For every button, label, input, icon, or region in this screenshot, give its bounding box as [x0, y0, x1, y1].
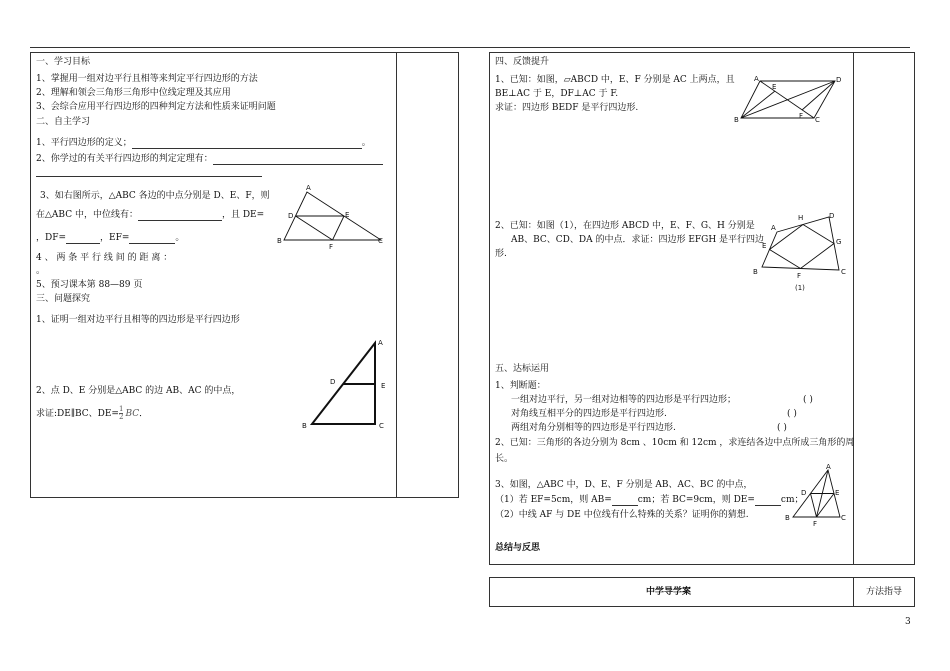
- practice-3-line-3: （2）中线 AF 与 DE 中位线有什么特殊的关系？证明你的猜想.: [495, 510, 749, 520]
- label-h: H: [798, 214, 804, 222]
- feedback-1-line-3: 求证：四边形 BEDF 是平行四边形.: [495, 103, 639, 113]
- practice-2-line-2: 长。: [495, 454, 514, 464]
- judge-answer-3[interactable]: ( ): [777, 423, 787, 433]
- figure-triangle-midpoints: [278, 184, 398, 259]
- q3-midline-blank[interactable]: [138, 211, 222, 221]
- q3-text-b: ，且 DE=: [221, 210, 265, 220]
- label-b: B: [734, 116, 739, 124]
- footer-box: [489, 577, 915, 607]
- problem-2-end: ．: [139, 409, 149, 419]
- figure-triangle-median: [785, 462, 870, 532]
- summary-heading: 总结与反思: [495, 543, 541, 553]
- footer-title: 中学导学案: [646, 587, 692, 597]
- q3-text-e: 。: [175, 233, 185, 243]
- practice-2-line-1: 2、已知：三角形的各边分别为 8cm 、10cm 和 12cm ，求连结各边中点所成三角形的周: [495, 438, 855, 448]
- label-b: B: [785, 514, 790, 522]
- segment-df: [296, 216, 333, 240]
- practice-3-line-1: 3、如图，△ABC 中，D、E、F 分别是 AB、AC、BC 的中点，: [495, 480, 753, 490]
- section-title-goals: 一、学习目标: [36, 57, 91, 67]
- question-4-continued: 。: [36, 266, 46, 276]
- label-d: D: [829, 212, 835, 220]
- label-a: A: [306, 184, 311, 192]
- label-f: F: [329, 243, 334, 251]
- label-c: C: [841, 268, 846, 276]
- question-2-text: 2、你学过的有关平行四边形的判定定理有：: [36, 154, 213, 164]
- practice-3-text-a: （1）若 EF=5cm，则 AB=: [495, 495, 612, 505]
- label-f: F: [813, 520, 818, 528]
- goal-3: 3、会综合应用平行四边形的四种判定方法和性质来证明问题: [36, 102, 276, 112]
- label-f: F: [797, 272, 802, 280]
- question-5: 5、预习课本第 88—89 页: [36, 280, 143, 290]
- segment-df: [811, 494, 817, 518]
- label-b: B: [277, 237, 282, 245]
- practice-3-line-2: [495, 495, 803, 506]
- problem-2-text: 求证:DE∥BC、DE=: [36, 409, 119, 419]
- section-title-practice: 五、达标运用: [495, 364, 550, 374]
- fraction-half: [119, 406, 123, 421]
- q2-answer-line-2[interactable]: [36, 176, 262, 177]
- question-3-line-2: [36, 210, 264, 221]
- segment-ef: [333, 216, 345, 240]
- section-title-feedback: 四、反馈提升: [495, 57, 550, 67]
- feedback-2-line-1: 2、已知：如图（1），在四边形 ABCD 中，E、F、G、H 分别是: [495, 221, 755, 231]
- section-title-explore: 三、问题探究: [36, 294, 91, 304]
- feedback-1-line-1: 1、已知：如图，▱ABCD 中，E、F 分别是 AC 上两点，且: [495, 75, 735, 85]
- label-d: D: [836, 76, 842, 84]
- top-rule: [30, 47, 910, 48]
- segment-be: [741, 91, 775, 118]
- label-e: E: [762, 242, 767, 250]
- de-blank[interactable]: [755, 496, 781, 506]
- question-1-text: 1、平行四边形的定义；: [36, 138, 132, 148]
- bc-italic: BC: [125, 409, 140, 419]
- q2-answer-blank[interactable]: [213, 155, 383, 165]
- label-f: F: [799, 112, 804, 120]
- label-b: B: [753, 268, 758, 276]
- q3-text-c: ，DF=: [36, 233, 67, 243]
- page-number: 3: [905, 617, 911, 627]
- figure-caption: (1): [795, 284, 805, 292]
- fraction-numerator: 1: [118, 405, 124, 413]
- footer-method: 方法指导: [866, 587, 903, 597]
- question-1: [36, 138, 371, 149]
- q1-answer-blank[interactable]: [132, 139, 362, 149]
- label-d: D: [288, 212, 294, 220]
- problem-2-line-2: [36, 406, 148, 421]
- q3-text-a: 在△ABC 中，中位线有：: [36, 210, 138, 220]
- footer-divider: [853, 577, 854, 607]
- label-c: C: [379, 422, 384, 430]
- question-3-line-1: 3、如右图所示，△ABC 各边的中点分别是 D、E、F，则: [40, 191, 270, 201]
- fraction-denominator: 2: [118, 413, 124, 421]
- judge-item-1: 一组对边平行，另一组对边相等的四边形是平行四边形；: [511, 395, 737, 405]
- label-g: G: [836, 238, 842, 246]
- feedback-2-line-2: AB、BC、CD、DA 的中点．求证：四边形 EFGH 是平行四边: [511, 235, 765, 245]
- label-c: C: [841, 514, 846, 522]
- label-e: E: [381, 382, 386, 390]
- figure-triangle-midline: [300, 338, 400, 433]
- question-3-line-3: [36, 233, 184, 244]
- label-e: E: [835, 489, 840, 497]
- label-c: C: [815, 116, 820, 124]
- judge-answer-2[interactable]: ( ): [787, 409, 797, 419]
- label-a: A: [754, 75, 759, 83]
- problem-1: 1、证明一组对边平行且相等的四边形是平行四边形: [36, 315, 240, 325]
- label-a: A: [378, 339, 383, 347]
- q3-text-d: ，EF=: [100, 233, 130, 243]
- feedback-2-line-3: 形.: [495, 249, 507, 259]
- q3-df-blank[interactable]: [66, 234, 100, 244]
- figure-quadrilateral-midpoints: [752, 208, 862, 298]
- label-d: D: [330, 378, 336, 386]
- practice-3-text-b: cm；若 BC=9cm，则 DE=: [637, 495, 755, 505]
- label-d: D: [801, 489, 807, 497]
- feedback-1-line-2: BE⊥AC 于 E，DF⊥AC 于 F.: [495, 89, 619, 99]
- goal-1: 1、掌握用一组对边平行且相等来判定平行四边形的方法: [36, 74, 258, 84]
- segment-df: [802, 81, 835, 110]
- segment-bd: [741, 81, 835, 118]
- label-a: A: [771, 224, 776, 232]
- problem-2-line-1: 2、点 D、E 分别是△ABC 的边 AB、AC 的中点，: [36, 386, 241, 396]
- goal-2: 2、理解和领会三角形三角形中位线定理及其应用: [36, 88, 231, 98]
- ab-blank[interactable]: [612, 496, 638, 506]
- judge-answer-1[interactable]: ( ): [803, 395, 813, 405]
- practice-3-text-c: cm；: [780, 495, 804, 505]
- section-title-self-study: 二、自主学习: [36, 117, 91, 127]
- judge-item-3: 两组对角分别相等的四边形是平行四边形.: [511, 423, 676, 433]
- practice-1-title: 1、判断题：: [495, 381, 546, 391]
- q1-end: 。: [361, 138, 371, 148]
- label-e: E: [772, 83, 777, 91]
- judge-item-2: 对角线互相平分的四边形是平行四边形.: [511, 409, 667, 419]
- label-e: E: [345, 211, 350, 219]
- label-c: C: [378, 237, 383, 245]
- q3-ef-blank[interactable]: [129, 234, 175, 244]
- figure-parallelogram: [734, 72, 847, 127]
- question-4: 4 、 两 条 平 行 线 间 的 距 离 ：: [36, 253, 173, 263]
- label-a: A: [826, 463, 831, 471]
- question-2: [36, 154, 383, 165]
- label-b: B: [302, 422, 307, 430]
